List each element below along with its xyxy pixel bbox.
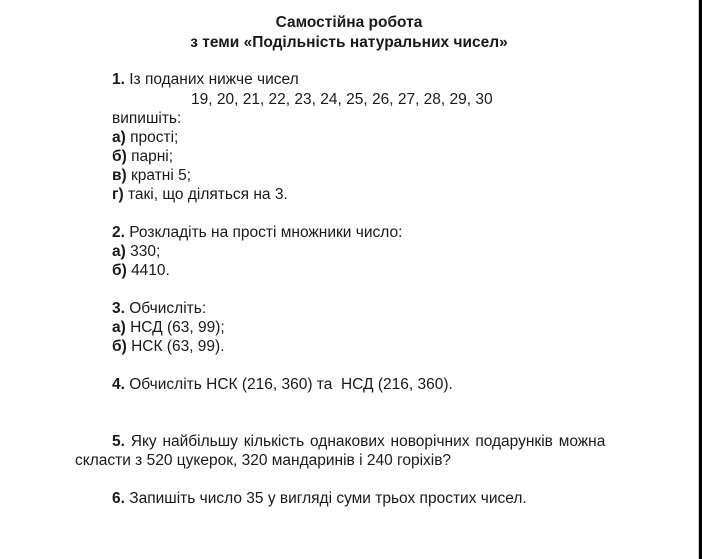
task4-text: Обчисліть НСК (216, 360) та НСД (216, 360). <box>129 376 453 393</box>
document-title: Самостійна робота <box>275 14 423 31</box>
item-label: а) <box>112 129 126 146</box>
task4-number: 4. <box>112 376 125 393</box>
item-label: а) <box>112 243 126 260</box>
task2-heading <box>112 223 402 242</box>
task1-heading <box>112 70 299 89</box>
task6-text: Запишіть число 35 у вигляді суми трьох простих чисел. <box>129 490 527 507</box>
item-text: НСК (63, 99). <box>131 338 225 355</box>
task1-item-a <box>112 128 178 147</box>
task1-instruction: випишіть: <box>112 110 182 127</box>
item-label: б) <box>112 262 127 279</box>
task2-number: 2. <box>112 224 125 241</box>
task6-line <box>112 489 527 508</box>
task1-text: Із поданих нижче чисел <box>129 71 299 88</box>
item-text: 330; <box>130 243 161 260</box>
task5-text-line2: скласти з 520 цукерок, 320 мандаринів і 240 горіхів? <box>75 452 452 469</box>
task1-item-d <box>112 185 288 204</box>
task3-item-b <box>112 337 225 356</box>
item-label: в) <box>112 167 127 184</box>
item-label: а) <box>112 319 126 336</box>
task1-number: 1. <box>112 71 125 88</box>
item-text: такі, що діляться на 3. <box>127 186 288 203</box>
task5-number: 5. <box>112 433 125 450</box>
task1-item-c <box>112 166 191 185</box>
task3-item-a <box>112 318 225 337</box>
task5-text-line1: Яку найбільшу кількість однакових новорічних подарунків можна <box>130 433 606 450</box>
task3-text: Обчисліть: <box>129 300 207 317</box>
task2-item-b <box>112 261 170 280</box>
task3-number: 3. <box>112 300 125 317</box>
item-text: 4410. <box>131 262 170 279</box>
task5-line1 <box>112 432 605 451</box>
item-text: прості; <box>130 129 179 146</box>
item-text: парні; <box>131 148 174 165</box>
item-label: г) <box>112 186 124 203</box>
item-label: б) <box>112 338 127 355</box>
task2-text: Розкладіть на прості множники число: <box>129 224 403 241</box>
task4-line <box>112 375 453 394</box>
item-text: кратні 5; <box>131 167 192 184</box>
item-label: б) <box>112 148 127 165</box>
task3-heading <box>112 299 206 318</box>
document-subtitle: з теми «Подільність натуральних чисел» <box>190 34 508 51</box>
task1-numbers: 19, 20, 21, 22, 23, 24, 25, 26, 27, 28, 29, 30 <box>191 91 493 108</box>
item-text: НСД (63, 99); <box>130 319 225 336</box>
task6-number: 6. <box>112 490 125 507</box>
task1-item-b <box>112 147 173 166</box>
task2-item-a <box>112 242 160 261</box>
